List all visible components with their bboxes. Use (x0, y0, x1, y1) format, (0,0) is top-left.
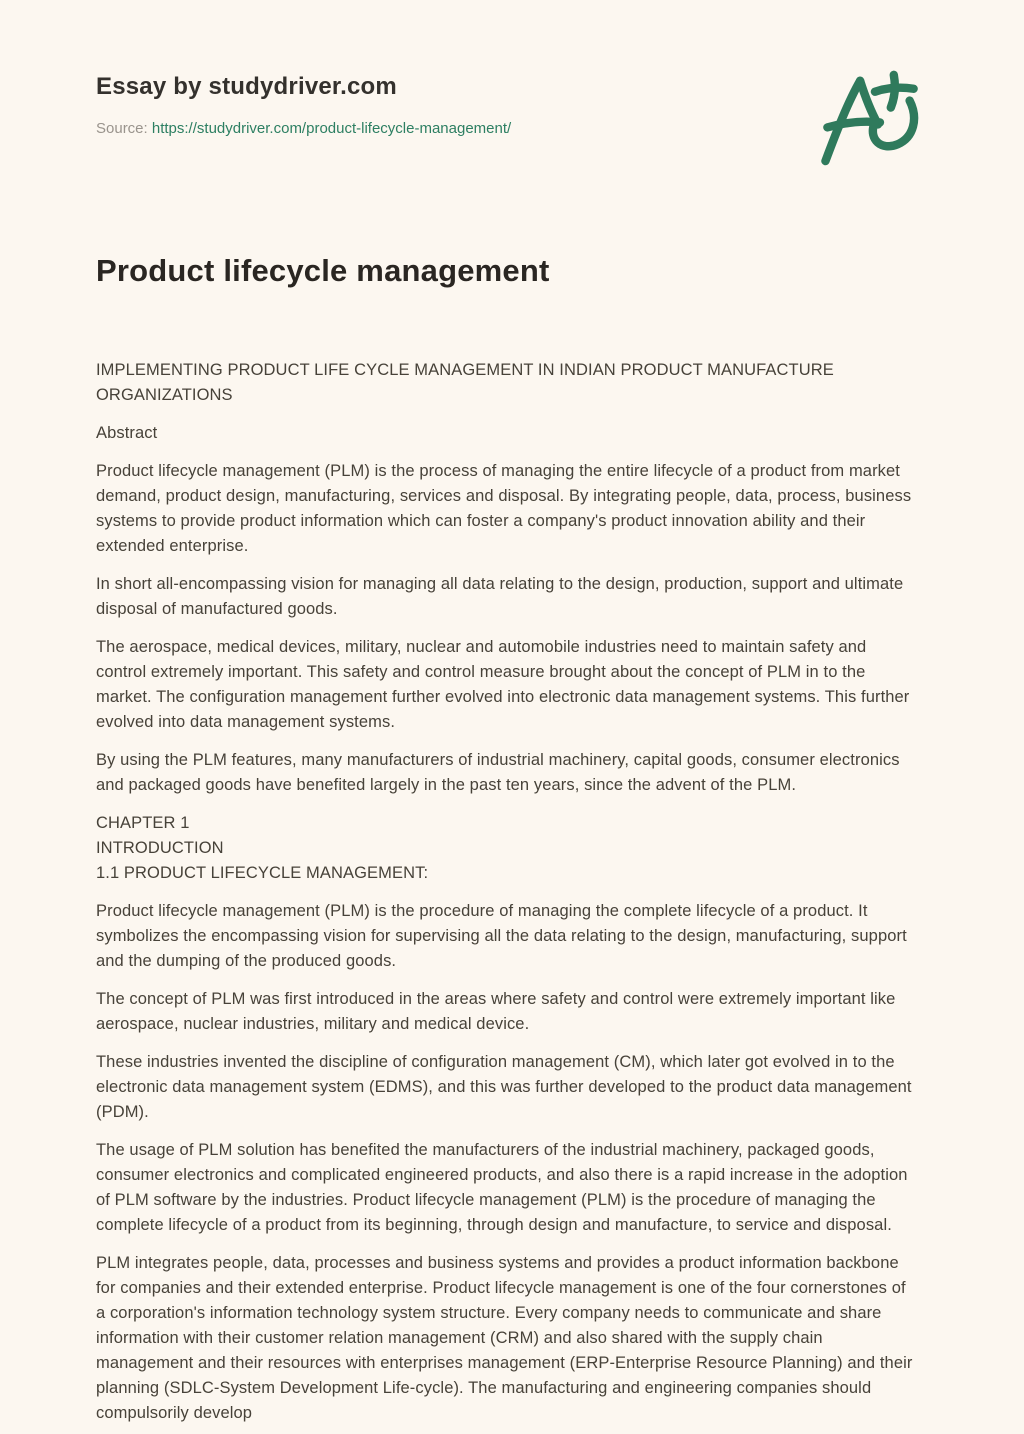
site-heading: Essay by studydriver.com (96, 73, 397, 100)
abstract-paragraph: The aerospace, medical devices, military, nuclear and automobile industries need to maintain safety and control extremely important. This safety and control measure brought about the concept of PLM in to the market. The configuration management further evolved into electronic data management systems. This further evolved into data management systems. (96, 638, 910, 731)
intro-paragraph: The concept of PLM was first introduced in the areas where safety and control were extremely important like aerospace, nuclear industries, military and medical device. (96, 990, 896, 1033)
essay-body (96, 358, 918, 1426)
section-heading: IMPLEMENTING PRODUCT LIFE CYCLE MANAGEMENT IN INDIAN PRODUCT MANUFACTURE ORGANIZATIONS (96, 361, 834, 404)
abstract-paragraph: Product lifecycle management (PLM) is the process of managing the entire lifecycle of a product from market demand, product design, manufacturing, services and disposal. By integrating people, data, process, business systems to provide product information which can foster a company's product innovation ability and their extended enterprise. (96, 462, 912, 555)
abstract-paragraph: In short all-encompassing vision for managing all data relating to the design, production, support and ultimate disposal of manufactured goods. (96, 575, 904, 618)
chapter-title: INTRODUCTION (96, 839, 224, 857)
source-line (96, 118, 511, 139)
header-text-block (96, 72, 511, 139)
intro-paragraph: Product lifecycle management (PLM) is the procedure of managing the complete lifecycle of a product. It symbolizes the encompassing vision for supervising all the data relating to the design, manufacturing, support and the dumping of the produced goods. (96, 902, 907, 970)
intro-paragraph: These industries invented the discipline of configuration management (CM), which later got evolved in to the electronic data management system (EDMS), and this was further developed to the product data management (PDM). (96, 1053, 912, 1121)
intro-paragraph: The usage of PLM solution has benefited the manufacturers of the industrial machinery, packaged goods, consumer electronics and complicated engineered products, and also there is a rapid increase in the adoption of PLM software by the industries. Product lifecycle management (PLM) is the procedure of managing the complete lifecycle of a product from its beginning, through design and manufacture, to service and disposal. (96, 1141, 908, 1234)
page-header (96, 72, 928, 166)
abstract-paragraph: By using the PLM features, many manufacturers of industrial machinery, capital goods, consumer electronics and packaged goods have benefited largely in the past ten years, since the advent of the PLM. (96, 751, 900, 794)
chapter-subsection: 1.1 PRODUCT LIFECYCLE MANAGEMENT: (96, 864, 429, 882)
source-link[interactable]: https://studydriver.com/product-lifecycle-management/ (151, 120, 512, 137)
chapter-number: CHAPTER 1 (96, 814, 190, 832)
essay-title: Product lifecycle management (96, 253, 550, 288)
chapter-heading (96, 811, 918, 886)
source-label: Source: (96, 120, 148, 137)
abstract-label: Abstract (96, 424, 158, 442)
intro-paragraph: PLM integrates people, data, processes and business systems and provides a product information backbone for companies and their extended enterprise. Product lifecycle management is one of the four cornerstones of a corporation's information technology system structure. Every company needs to communicate and share information with their customer relation management (CRM) and also shared with the supply chain management and their resources with enterprises management (ERP-Enterprise Resource Planning) and their planning (SDLC-System Development Life-cycle). The manufacturing and engineering companies should compulsorily develop (96, 1254, 913, 1422)
a-plus-logo-icon (816, 62, 928, 166)
